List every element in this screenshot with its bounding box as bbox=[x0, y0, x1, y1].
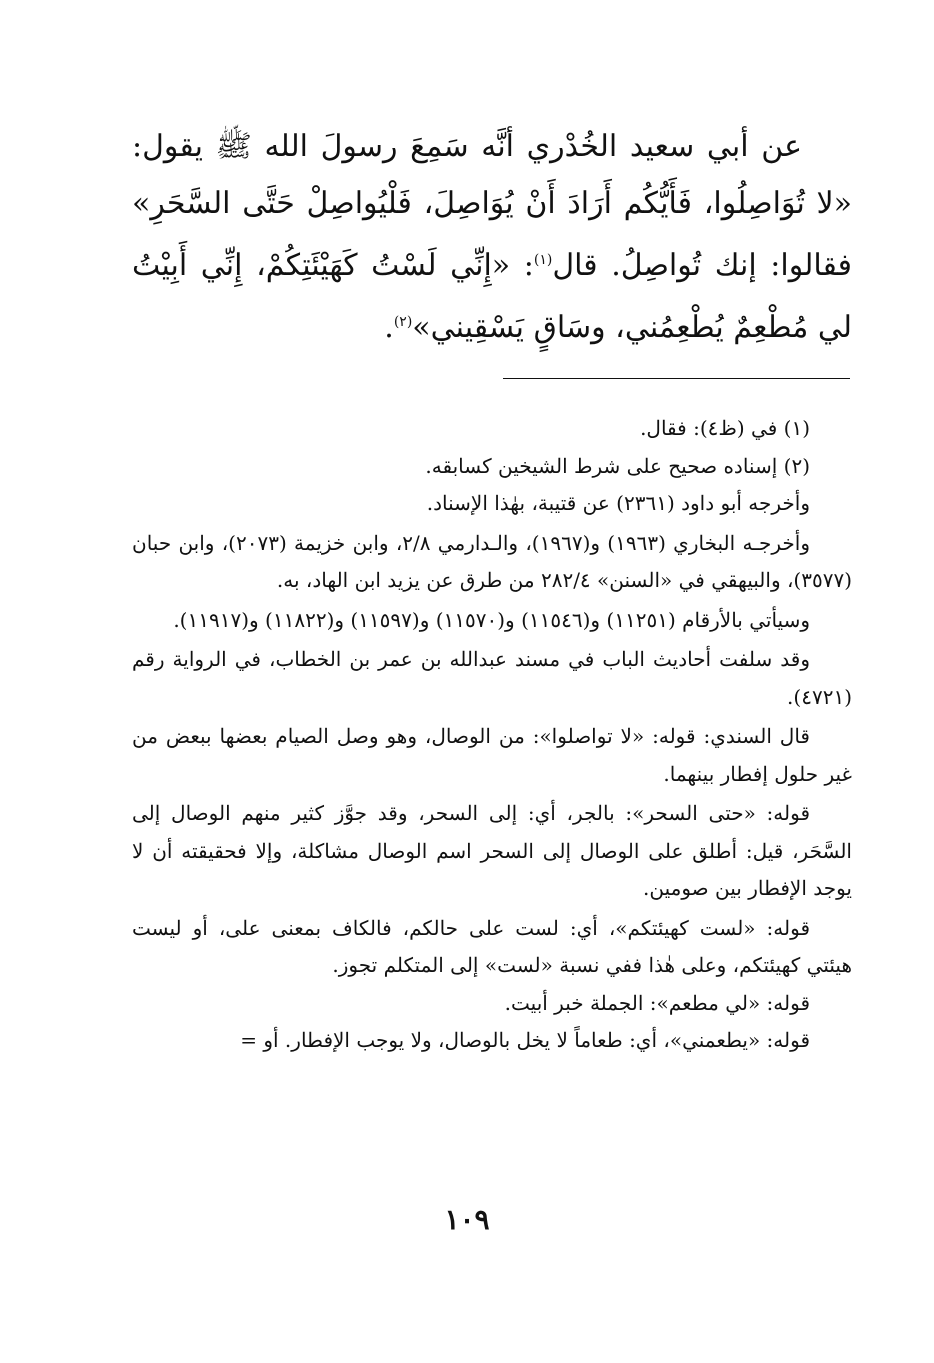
footnote-line: وقد سلفت أحاديث الباب في مسند عبدالله بن عمر بن الخطاب، في الرواية رقم (٤٧٢١). bbox=[132, 647, 852, 709]
footnote-line: قال السندي: قوله: «لا تواصلوا»: من الوصال، وهو وصل الصيام بعضها ببعض من غير حلول إفطار بينهما. bbox=[132, 724, 852, 786]
footnote-1: (١) في (ظ٤): فقال. bbox=[640, 416, 810, 440]
page-number: ١٠٩ bbox=[444, 1203, 490, 1236]
footnote-line: قوله: «حتى السحر»: بالجر، أي: إلى السحر، وقد جوَّز كثير منهم الوصال إلى السَّحَر، قيل: أطلق على الوصال إلى السحر اسم الوصال مشاكلة، وإلا فحقيقته أن لا يوجد الإفطار بين صومين. bbox=[132, 801, 852, 900]
footnote-2: (٢) إسناده صحيح على شرط الشيخين كسابقه. bbox=[425, 453, 810, 478]
footnote-line: قوله: «يطعمني»، أي: طعاماً لا يخل بالوصال، ولا يوجب الإفطار. أو = bbox=[240, 1028, 810, 1052]
footnote-line: وأخرجه أبو داود (٢٣٦١) عن قتيبة، بهٰذا الإسناد. bbox=[426, 491, 810, 515]
hadith-paragraph bbox=[132, 118, 852, 356]
footnote-ref-2: (٢) bbox=[393, 314, 413, 330]
footnote-line: وسيأتي بالأرقام (١١٢٥١) و(١١٥٤٦) و(١١٥٧٠) و(١١٥٩٧) و(١١٨٢٢) و(١١٩١٧). bbox=[173, 607, 810, 632]
footnote-line: وأخرجـه البخاري (١٩٦٣) و(١٩٦٧)، والـدارمي ٢/٨، وابن خزيمة (٢٠٧٣)، وابن حبان (٣٥٧٧)، والبيهقي في «السنن» ٢٨٢/٤ من طرق عن يزيد ابن الهاد، به. bbox=[132, 530, 852, 592]
footnote-line: قوله: «لي مطعم»: الجملة خبر أبيت. bbox=[504, 990, 810, 1015]
hadith-text-part-2: : «إِنِّي لَسْتُ كَهَيْئَتِكُمْ، إِنِّي أَبِيْتُ لي مُطْعِمٌ يُطْعِمُني، وسَاقٍ يَسْقِيني» bbox=[132, 248, 852, 345]
footnotes bbox=[132, 410, 852, 1060]
hadith-text-end: . bbox=[384, 310, 394, 345]
hadith-text bbox=[132, 118, 852, 356]
footnote-divider bbox=[503, 378, 850, 379]
footnote-line: قوله: «لست كهيئتكم»، أي: لست على حالكم، فالكاف بمعنى على، أو ليست هيئتي كهيئتكم، وعلى هٰذا ففي نسبة «لست» إلى المتكلم تجوز. bbox=[132, 915, 852, 977]
hadith-text-part-1: عن أبي سعيد الخُدْري أنَّه سَمِعَ رسولَ الله ﷺ يقول: «لا تُوَاصِلُوا، فَأَيُّكُم أَرَادَ أَنْ يُوَاصِلَ، فَلْيُواصِلْ حَتَّى السَّحَرِ» فقالوا: إنك تُواصِلُ. قال bbox=[132, 129, 853, 283]
footnote-ref-1: (١) bbox=[533, 252, 553, 268]
